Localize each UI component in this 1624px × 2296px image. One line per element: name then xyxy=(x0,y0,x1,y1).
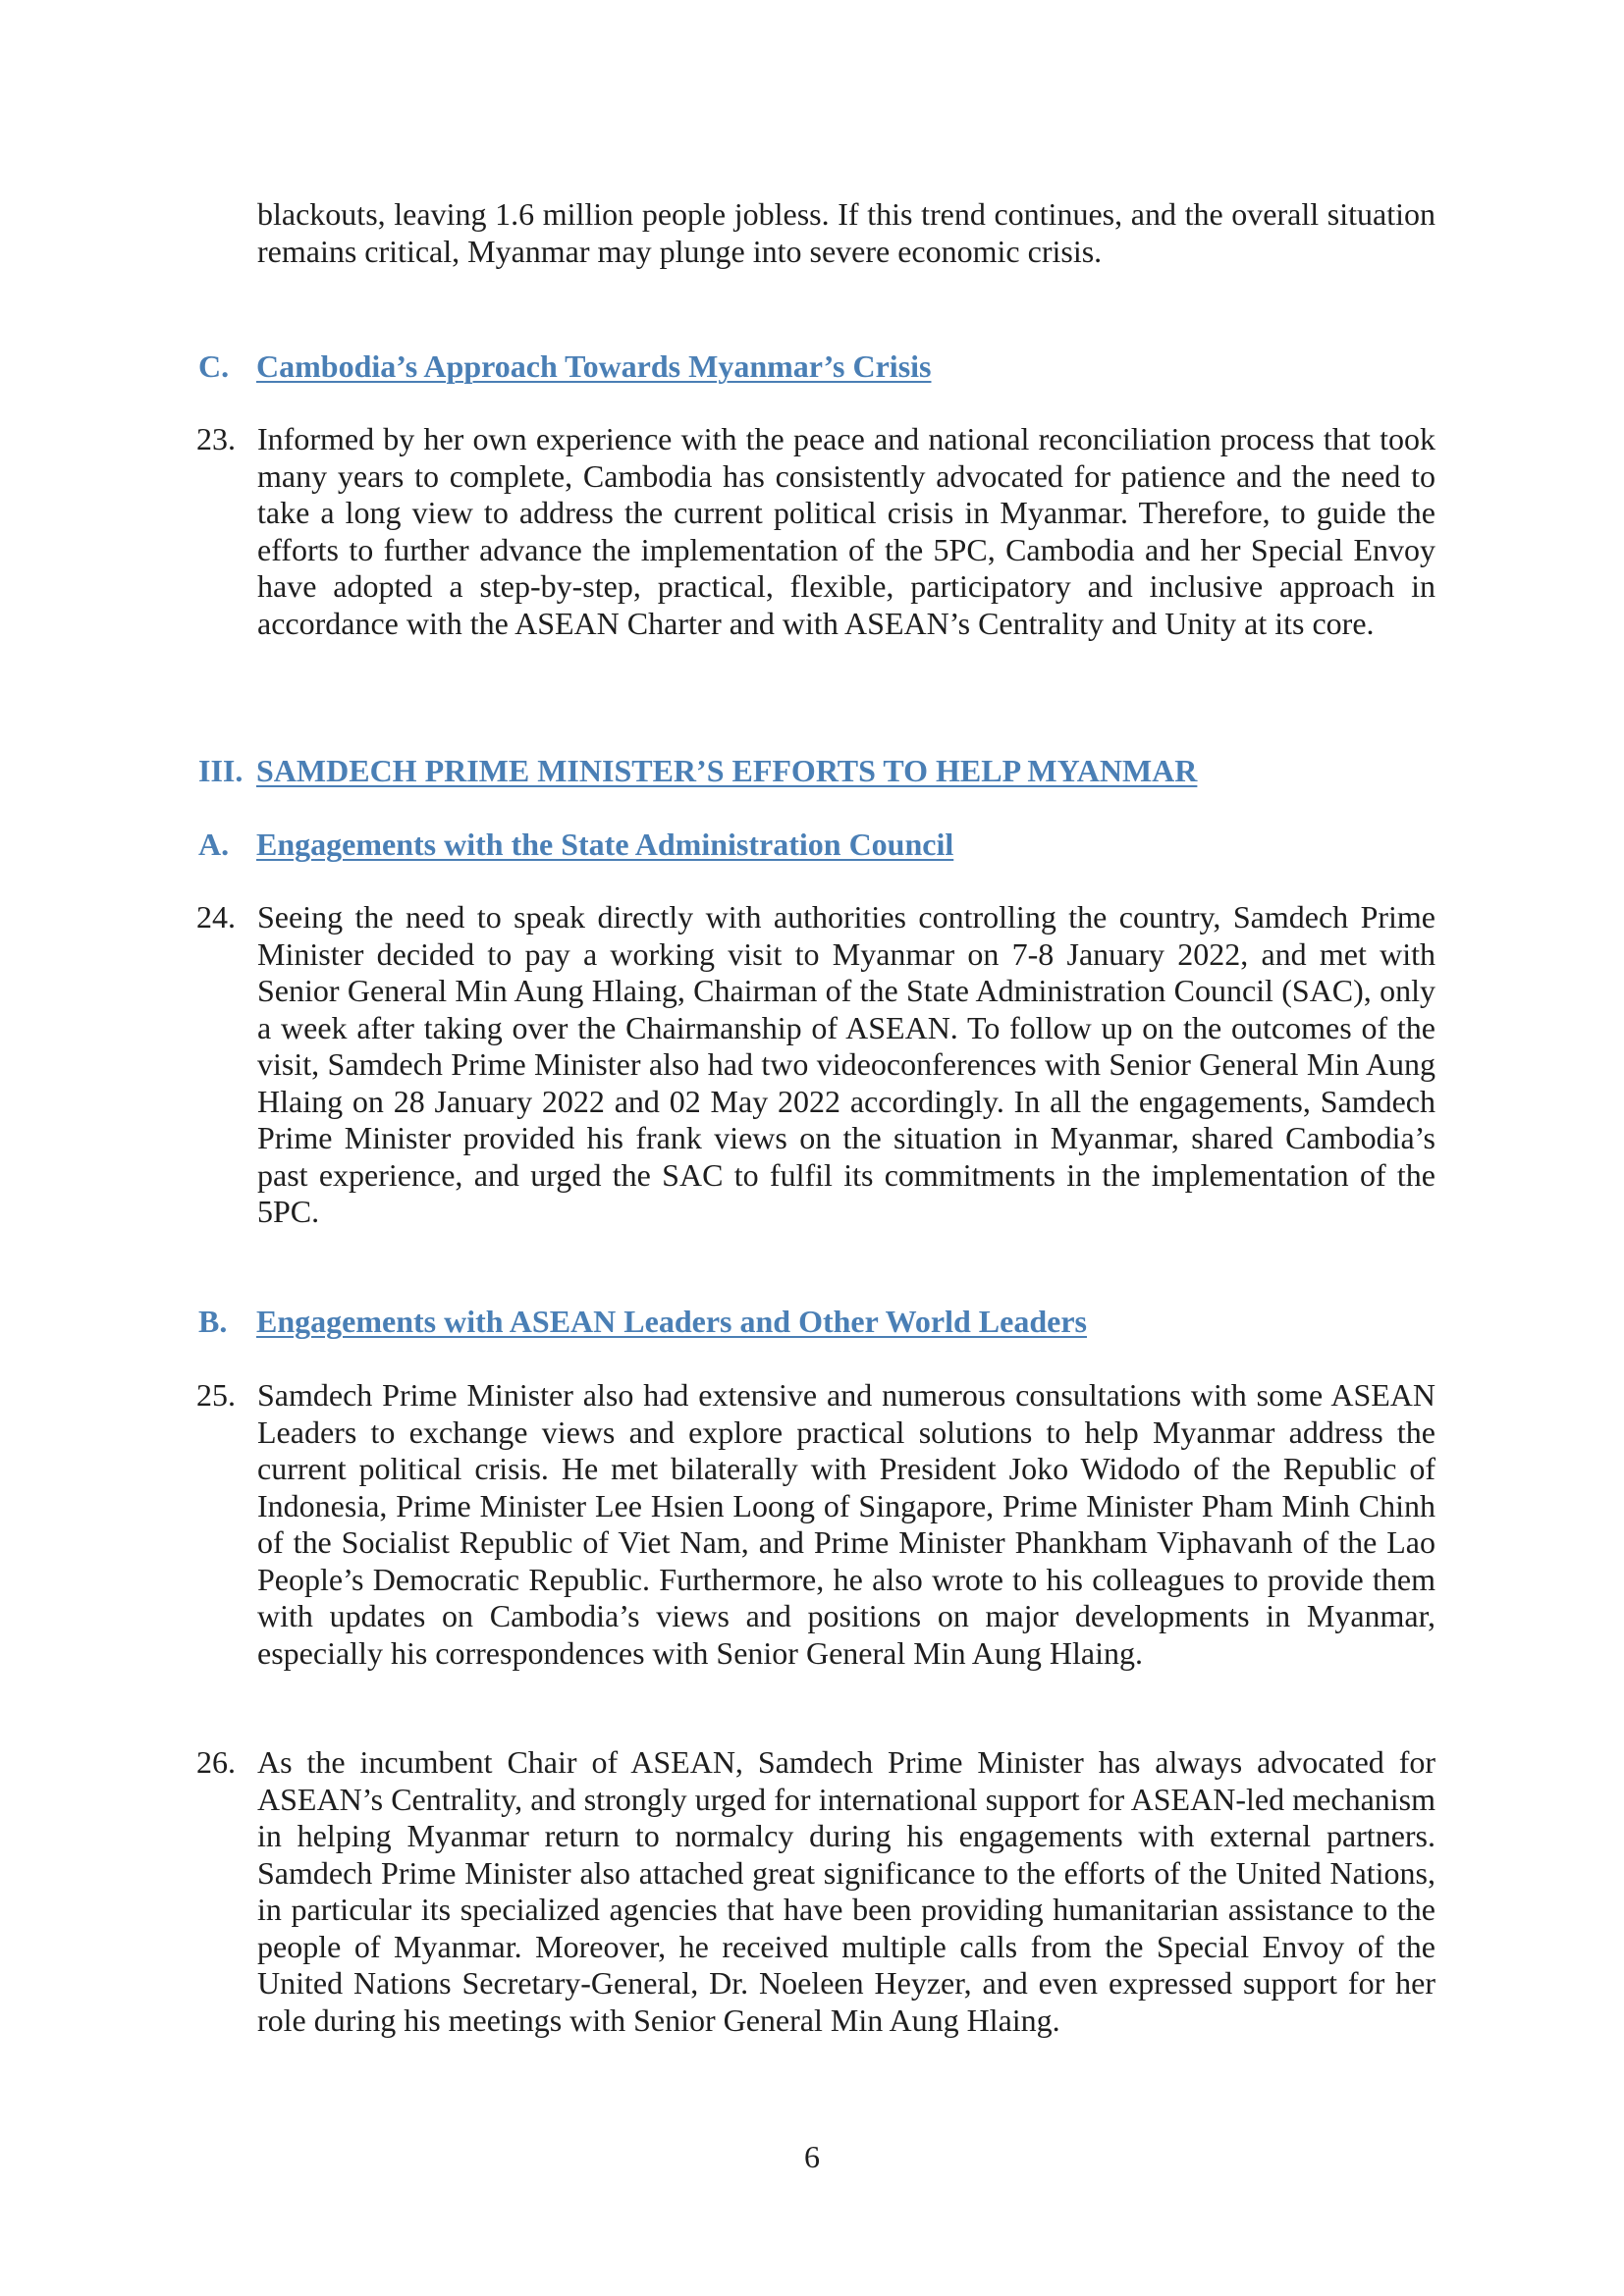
paragraph-25 xyxy=(196,1377,1435,1672)
paragraph-number: 23. xyxy=(196,421,236,456)
paragraph-text: Informed by her own experience with the peace and national reconciliation process that took many years to complete, Cambodia has consistently advocated for patience and the need to take a long view to address the current political crisis in Myanmar. Therefore, to guide the efforts to further advance the implementation of the 5PC, Cambodia and her Special Envoy have adopted a step-by-step, practical, flexible, participatory and inclusive approach in accordance with the ASEAN Charter and with ASEAN’s Centrality and Unity at its core. xyxy=(257,421,1435,641)
paragraph-24 xyxy=(196,899,1435,1231)
paragraph-26 xyxy=(196,1744,1435,2039)
section-letter: A. xyxy=(198,827,230,862)
section-title: Engagements with ASEAN Leaders and Other World Leaders xyxy=(256,1304,1087,1339)
section-letter: B. xyxy=(198,1304,228,1339)
section-title: Engagements with the State Administration Council xyxy=(256,827,954,862)
continuation-paragraph xyxy=(257,196,1435,270)
section-letter: III. xyxy=(198,753,244,788)
paragraph-text: Seeing the need to speak directly with authorities controlling the country, Samdech Prime Minister decided to pay a working visit to Myanmar on 7-8 January 2022, and met with Senior General Min Aung Hlaing, Chairman of the State Administration Council (SAC), only a week after taking over the Chairmanship of ASEAN. To follow up on the outcomes of the visit, Samdech Prime Minister also had two videoconferences with Senior General Min Aung Hlaing on 28 January 2022 and 02 May 2022 accordingly. In all the engagements, Samdech Prime Minister provided his frank views on the situation in Myanmar, shared Cambodia’s past experience, and urged the SAC to fulfil its commitments in the implementation of the 5PC. xyxy=(257,899,1435,1229)
paragraph-number: 26. xyxy=(196,1744,236,1780)
paragraph-number: 25. xyxy=(196,1377,236,1413)
section-title: Cambodia’s Approach Towards Myanmar’s Crisis xyxy=(256,348,932,384)
paragraph-text: As the incumbent Chair of ASEAN, Samdech Prime Minister has always advocated for ASEAN’s Centrality, and strongly urged for international support for ASEAN-led mechanism in helping Myanmar return to normalcy during his engagements with external partners. Samdech Prime Minister also attached great significance to the efforts of the United Nations, in particular its specialized agencies that have been providing humanitarian assistance to the people of Myanmar. Moreover, he received multiple calls from the Special Envoy of the United Nations Secretary-General, Dr. Noeleen Heyzer, and even expressed support for her role during his meetings with Senior General Min Aung Hlaing. xyxy=(257,1744,1435,2038)
continuation-text: blackouts, leaving 1.6 million people jobless. If this trend continues, and the overall situation remains critical, Myanmar may plunge into severe economic crisis. xyxy=(257,196,1435,269)
page-number: 6 xyxy=(804,2139,820,2174)
paragraph-text: Samdech Prime Minister also had extensive and numerous consultations with some ASEAN Leaders to exchange views and explore practical solutions to help Myanmar address the current political crisis. He met bilaterally with President Joko Widodo of the Republic of Indonesia, Prime Minister Lee Hsien Loong of Singapore, Prime Minister Pham Minh Chinh of the Socialist Republic of Viet Nam, and Prime Minister Phankham Viphavanh of the Lao People’s Democratic Republic. Furthermore, he also wrote to his colleagues to provide them with updates on Cambodia’s views and positions on major developments in Myanmar, especially his correspondences with Senior General Min Aung Hlaing. xyxy=(257,1377,1435,1671)
paragraph-number: 24. xyxy=(196,899,236,934)
section-title: SAMDECH PRIME MINISTER’S EFFORTS TO HELP MYANMAR xyxy=(256,753,1198,788)
paragraph-23 xyxy=(196,421,1435,642)
section-letter: C. xyxy=(198,348,230,384)
